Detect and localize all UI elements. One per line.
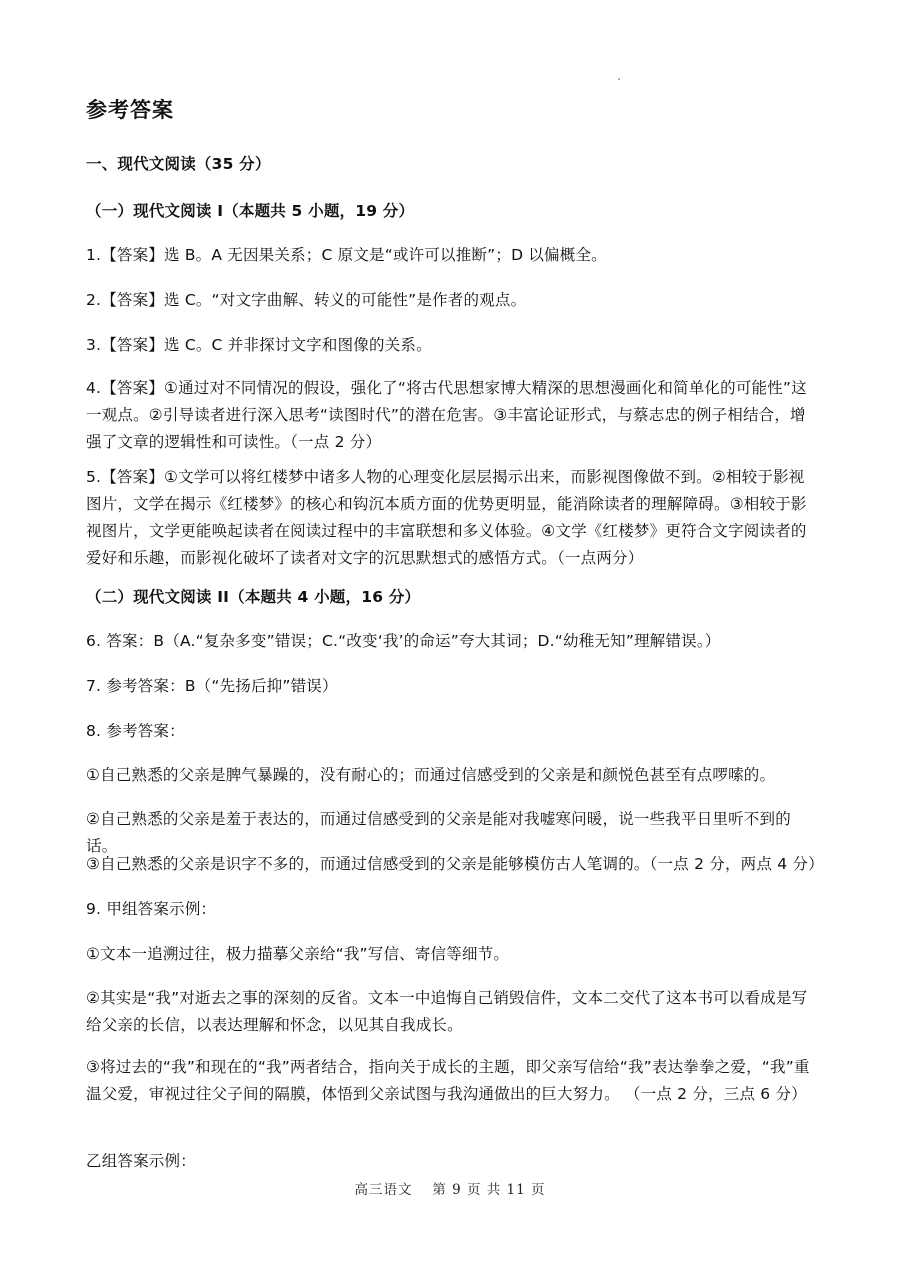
answer-q9-point-3: ③将过去的“我”和现在的“我”两者结合，指向关于成长的主题，即父亲写信给“我”表达拳拳之爱，“我”重温父爱，审视过往父子间的隔膜，体悟到父亲试图与我沟通做出的巨大努力。 （一点 2 分，三点 6 分） <box>86 1058 810 1103</box>
answer-q9-point-2: ②其实是“我”对逝去之事的深刻的反省。文本一中追悔自己销毁信件，文本二交代了这本书可以看成是写给父亲的长信，以表达理解和怀念，以见其自我成长。 <box>86 989 808 1034</box>
answer-q9-heading: 9. 甲组答案示例： <box>86 900 217 918</box>
answer-q9-point-1: ①文本一追溯过往，极力描摹父亲给“我”写信、寄信等细节。 <box>86 945 510 963</box>
answer-q3: 3.【答案】选 C。C 并非探讨文字和图像的关系。 <box>86 336 432 354</box>
answer-q8-point-3: ③自己熟悉的父亲是识字不多的，而通过信感受到的父亲是能够模仿古人笔调的。（一点 2 分，两点 4 分） <box>86 855 824 873</box>
subsection-heading-reading-2: （二）现代文阅读 II（本题共 4 小题，16 分） <box>86 588 421 606</box>
answer-q9-group-b: 乙组答案示例： <box>86 1152 196 1170</box>
page-title: 参考答案 <box>86 98 174 122</box>
speck <box>618 78 620 80</box>
subsection-heading-reading-1: （一）现代文阅读 I（本题共 5 小题，19 分） <box>86 202 415 220</box>
answer-q1: 1.【答案】选 B。A 无因果关系；C 原文是“或许可以推断”；D 以偏概全。 <box>86 246 607 264</box>
answer-q2: 2.【答案】选 C。“对文字曲解、转义的可能性”是作者的观点。 <box>86 291 527 309</box>
section-heading-modern-reading: 一、现代文阅读（35 分） <box>86 155 271 173</box>
answer-q7: 7. 参考答案：B（“先扬后抑”错误） <box>86 677 338 695</box>
answer-q4: 4.【答案】①通过对不同情况的假设，强化了“将古代思想家博大精深的思想漫画化和简单化的可能性”这一观点。②引导读者进行深入思考“读图时代”的潜在危害。③丰富论证形式，与蔡志忠的例子相结合，增强了文章的逻辑性和可读性。（一点 2 分） <box>86 379 807 451</box>
answer-q8-point-1: ①自己熟悉的父亲是脾气暴躁的，没有耐心的；而通过信感受到的父亲是和颜悦色甚至有点啰嗦的。 <box>86 766 776 784</box>
answer-q8-point-2: ②自己熟悉的父亲是羞于表达的，而通过信感受到的父亲是能对我嘘寒问暖，说一些我平日里听不到的话。 <box>86 810 791 855</box>
answer-q6: 6. 答案：B（A.“复杂多变”错误；C.“改变‘我’的命运”夸大其词；D.“幼稚无知”理解错误。） <box>86 632 721 650</box>
page-footer: 高三语文 第 9 页 共 11 页 <box>354 1182 546 1198</box>
answer-q8-heading: 8. 参考答案： <box>86 722 185 740</box>
answer-q5: 5.【答案】①文学可以将红楼梦中诸多人物的心理变化层层揭示出来，而影视图像做不到。②相较于影视图片，文学在揭示《红楼梦》的核心和钩沉本质方面的优势更明显，能消除读者的理解障碍。③相较于影视图片，文学更能唤起读者在阅读过程中的丰富联想和多义体验。④文学《红楼梦》更符合文字阅读者的爱好和乐趣，而影视化破坏了读者对文字的沉思默想式的感悟方式。（一点两分） <box>86 468 807 567</box>
